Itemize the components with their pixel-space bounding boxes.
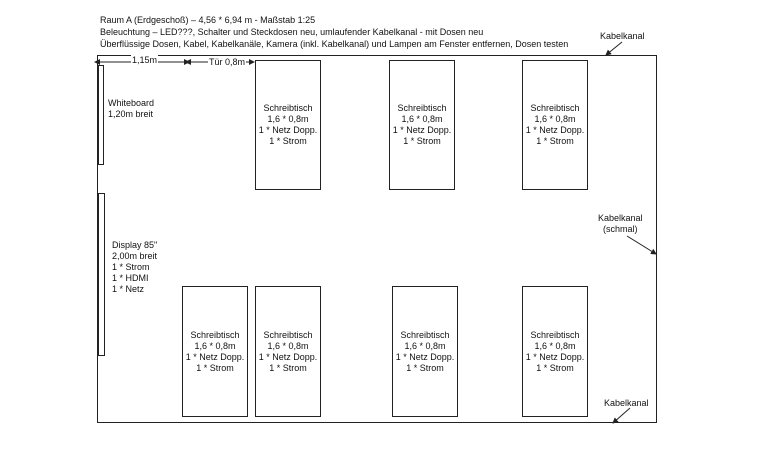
desk-name: Schreibtisch bbox=[263, 103, 313, 113]
desk-network: 1 * Netz Dopp. bbox=[258, 351, 318, 362]
display-port-network: 1 * Netz bbox=[112, 284, 145, 294]
desk-top-1 bbox=[255, 60, 321, 190]
cable-channel-top-leader bbox=[606, 42, 622, 55]
whiteboard-size: 1,20m breit bbox=[108, 109, 154, 119]
desk-name: Schreibtisch bbox=[190, 329, 240, 340]
width-dimension-label: 1,15m bbox=[132, 55, 158, 65]
whiteboard-label bbox=[108, 98, 154, 120]
desk-bottom-3 bbox=[392, 286, 458, 417]
desk-bottom-4 bbox=[522, 286, 588, 417]
display-label bbox=[112, 240, 157, 295]
whiteboard bbox=[98, 65, 104, 165]
desk-network: 1 * Netz Dopp. bbox=[258, 125, 318, 135]
desk-network: 1 * Netz Dopp. bbox=[395, 351, 455, 362]
whiteboard-name: Whiteboard bbox=[108, 98, 155, 108]
desk-name: Schreibtisch bbox=[263, 329, 313, 340]
desk-power: 1 * Strom bbox=[269, 362, 307, 373]
desk-bottom-1 bbox=[182, 286, 248, 417]
desk-size: 1,6 * 0,8m bbox=[404, 340, 446, 351]
display bbox=[98, 193, 105, 356]
desk-network: 1 * Netz Dopp. bbox=[525, 125, 585, 135]
cable-channel-right-label bbox=[598, 213, 643, 235]
room-note-lighting: Beleuchtung – LED???, Schalter und Steckdosen neu, umlaufender Kabelkanal - mit Dosen neu bbox=[100, 27, 484, 37]
desk-network: 1 * Netz Dopp. bbox=[185, 351, 245, 362]
desk-size: 1,6 * 0,8m bbox=[194, 340, 236, 351]
desk-size: 1,6 * 0,8m bbox=[401, 114, 443, 124]
desk-network: 1 * Netz Dopp. bbox=[392, 125, 452, 135]
display-size: 2,00m breit bbox=[112, 251, 158, 261]
desk-name: Schreibtisch bbox=[530, 103, 580, 113]
display-name: Display 85" bbox=[112, 240, 158, 250]
desk-power: 1 * Strom bbox=[536, 362, 574, 373]
desk-name: Schreibtisch bbox=[400, 329, 450, 340]
door-dimension-label: Tür 0,8m bbox=[209, 57, 246, 67]
desk-power: 1 * Strom bbox=[406, 362, 444, 373]
cable-channel-right-note: (schmal) bbox=[603, 224, 638, 234]
desk-top-2 bbox=[389, 60, 455, 190]
desk-size: 1,6 * 0,8m bbox=[267, 114, 309, 124]
desk-power: 1 * Strom bbox=[196, 362, 234, 373]
cable-channel-bottom-label: Kabelkanal bbox=[604, 398, 649, 408]
desk-size: 1,6 * 0,8m bbox=[534, 114, 576, 124]
desk-top-3 bbox=[522, 60, 588, 190]
display-port-hdmi: 1 * HDMI bbox=[112, 273, 149, 283]
desk-power: 1 * Strom bbox=[269, 136, 307, 146]
desk-size: 1,6 * 0,8m bbox=[267, 340, 309, 351]
desk-name: Schreibtisch bbox=[397, 103, 447, 113]
desk-bottom-2 bbox=[255, 286, 321, 417]
cable-channel-top-label: Kabelkanal bbox=[600, 31, 645, 41]
desk-size: 1,6 * 0,8m bbox=[534, 340, 576, 351]
desk-power: 1 * Strom bbox=[536, 136, 574, 146]
display-port-power: 1 * Strom bbox=[112, 262, 150, 272]
desk-network: 1 * Netz Dopp. bbox=[525, 351, 585, 362]
cable-channel-right-title: Kabelkanal bbox=[598, 213, 643, 223]
room-note-removal: Überflüssige Dosen, Kabel, Kabelkanäle, Kamera (inkl. Kabelkanal) und Lampen am Fenster entfernen, Dosen testen bbox=[100, 39, 569, 49]
room-title: Raum A (Erdgeschoß) – 4,56 * 6,94 m - Maßstab 1:25 bbox=[100, 15, 316, 25]
desk-name: Schreibtisch bbox=[530, 329, 580, 340]
desk-power: 1 * Strom bbox=[403, 136, 441, 146]
